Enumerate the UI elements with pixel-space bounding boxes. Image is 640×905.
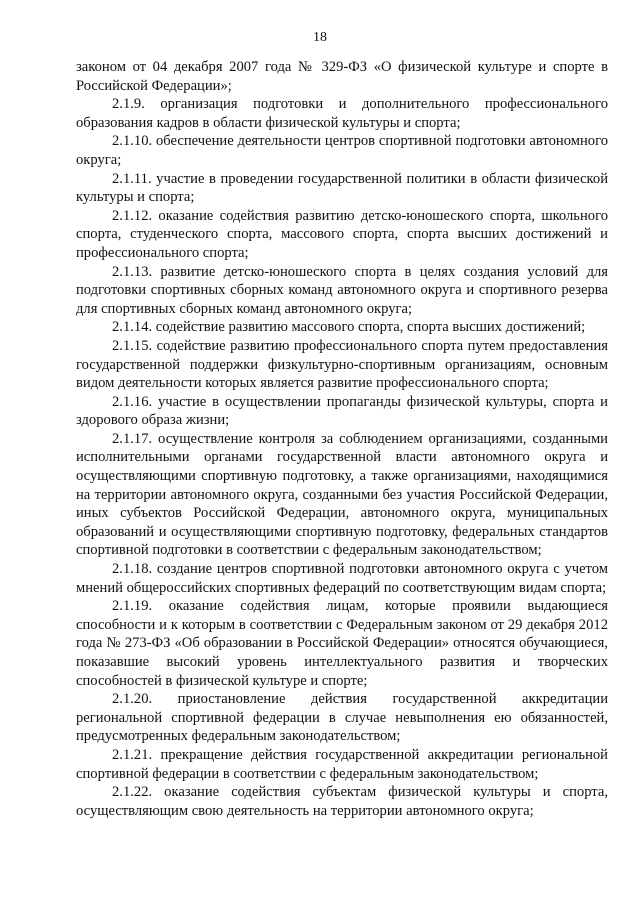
- paragraph-2-1-15: 2.1.15. содействие развитию профессионального спорта путем предоставления государственной поддержки физкультурно-спортивным организациям, основным видом деятельности которых является развитие профессионального спорта;: [76, 337, 608, 392]
- paragraph-2-1-10: 2.1.10. обеспечение деятельности центров спортивной подготовки автономного округа;: [76, 133, 608, 168]
- page-number: 18: [313, 30, 327, 45]
- paragraph-2-1-9: 2.1.9. организация подготовки и дополнительного профессионального образования кадров в области физической культуры и спорта;: [76, 96, 608, 131]
- paragraph-2-1-14: 2.1.14. содействие развитию массового спорта, спорта высших достижений;: [112, 319, 586, 336]
- paragraph-2-1-22: 2.1.22. оказание содействия субъектам физической культуры и спорта, осуществляющим свою деятельность на территории автономного округа;: [76, 784, 608, 819]
- paragraph-2-1-12: 2.1.12. оказание содействия развитию детско-юношеского спорта, школьного спорта, студенческого спорта, массового спорта, спорта высших достижений и профессионального спорта;: [76, 207, 608, 261]
- paragraph-continuation: законом от 04 декабря 2007 года № 329-ФЗ «О физической культуре и спорте в Российской Федерации»;: [76, 59, 608, 94]
- paragraph-2-1-17: 2.1.17. осуществление контроля за соблюдением организациями, созданными исполнительными органами государственной власти автономного округа и осуществляющими спортивную подготовку, а также организациями, находящимися на территории автономного округа, созданными без участия Российской Федерации, иных субъектов Российской Федерации, автономного округа, муниципальных образований и осуществляющими спортивную подготовку, федеральных стандартов спортивной подготовки в соответствии с федеральным законодательством;: [76, 430, 608, 559]
- paragraph-2-1-13: 2.1.13. развитие детско-юношеского спорта в целях создания условий для подготовки спортивных сборных команд автономного округа и спортивного резерва для спортивных сборных команд автономного округа;: [76, 263, 608, 317]
- paragraph-2-1-18: 2.1.18. создание центров спортивной подготовки автономного округа с учетом мнений общероссийских спортивных федераций по соответствующим видам спорта;: [76, 561, 608, 596]
- paragraph-2-1-16: 2.1.16. участие в осуществлении пропаганды физической культуры, спорта и здорового образа жизни;: [76, 393, 608, 429]
- document-body: [76, 58, 608, 820]
- paragraph-2-1-21: 2.1.21. прекращение действия государственной аккредитации региональной спортивной федерации в соответствии с федеральным законодательством;: [76, 746, 608, 782]
- paragraph-2-1-19: 2.1.19. оказание содействия лицам, которые проявили выдающиеся способности и к которым в соответствии с Федеральным законом от 29 декабря 2012 года № 273-ФЗ «Об образовании в Российской Федерации» относятся обучающиеся, показавшие высокий уровень интеллектуального развития и творческих способностей в физической культуре и спорте;: [76, 598, 608, 689]
- paragraph-2-1-20: 2.1.20. приостановление действия государственной аккредитации региональной спортивной федерации в случае невыполнения ею обязанностей, предусмотренных федеральным законодательством;: [76, 691, 608, 745]
- paragraph-2-1-11: 2.1.11. участие в проведении государственной политики в области физической культуры и спорта;: [76, 170, 608, 206]
